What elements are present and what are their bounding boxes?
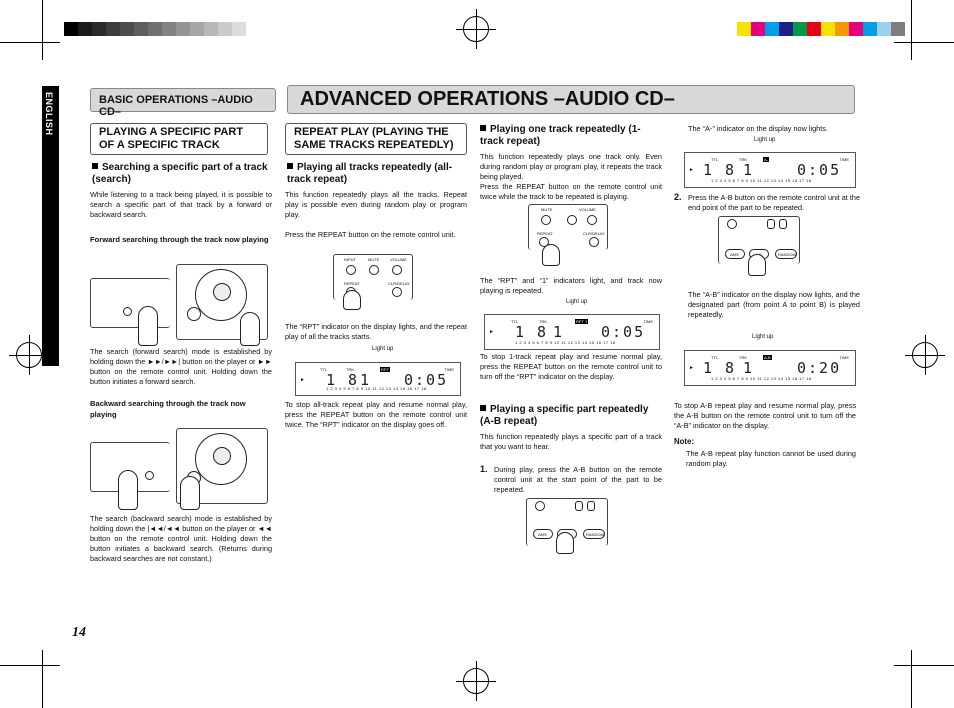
color-swatch [64,22,78,36]
lcd-label: TTL [320,367,328,372]
color-swatch [176,22,190,36]
body-text: To stop A-B repeat play and resume normal play, press the A-B button on the remote control unit to turn off the “A-B” indicator on the display. [674,401,856,430]
remote-label: MUTE [368,257,380,262]
breadcrumb: BASIC OPERATIONS –AUDIO CD– [90,88,276,112]
color-swatch [218,22,232,36]
remote-label: REPEAT [344,281,360,286]
lcd-time: 0:05 [601,323,646,341]
lcd-label: TRK [739,355,747,360]
body-text: The search (backward search) mode is established by holding down the |◄◄/◄◄ button on the player or ◄◄ button on the remote control unit. Holding down the button initiates a backward search. (Returns during backward searches are not constant.) [90,514,272,563]
color-swatch [148,22,162,36]
a-indicator: A- [764,157,768,162]
color-swatch [190,22,204,36]
light-up-label: Light up [372,346,394,352]
crop-mark [894,665,954,666]
button-icon [575,501,583,511]
color-swatch [162,22,176,36]
subsection-heading: Searching a specific part of a track (search) [92,162,268,185]
mute-button-icon [541,215,551,225]
lcd-digits: 1 8 [326,371,360,389]
color-swatch [765,22,779,36]
color-bar [737,22,905,36]
lcd-time: 0:20 [797,359,842,377]
lcd-label: TTL [511,319,519,324]
color-swatch [821,22,835,36]
a-b-indicator: A-B [764,355,771,360]
color-swatch [863,22,877,36]
lcd-label: TIME [839,355,849,360]
sub-title: Forward searching through the track now playing [90,235,269,244]
registration-mark-icon [912,342,938,368]
color-swatch [751,22,765,36]
backward-icon [187,307,201,321]
lcd-time: 0:05 [797,161,842,179]
crop-mark [911,0,912,60]
remote-label: MUTE [541,207,553,212]
color-swatch [120,22,134,36]
body-text: Press the REPEAT button on the remote control unit twice while the track to be repeated is playing. [480,182,662,201]
play-indicator-icon: ► [300,377,305,383]
lcd-label: TTL [711,355,719,360]
color-swatch [78,22,92,36]
ams-button-icon: AMS [533,529,553,539]
lcd-track-list: 1 2 3 4 5 6 7 8 9 10 11 12 13 14 15 16 17 18 [326,386,427,391]
input-button-icon [346,265,356,275]
play-indicator-icon: ► [689,365,694,371]
play-icon [213,447,231,465]
finger-icon [556,532,574,554]
lcd-label: TIME [839,157,849,162]
subsection-heading: Playing a specific part repeatedly (A-B repeat) [480,404,649,427]
remote-label: REPEAT [537,231,553,236]
mute-button-icon [369,265,379,275]
section-heading: PLAYING A SPECIFIC PART OF A SPECIFIC TRACK [90,123,268,155]
lcd-display [484,314,660,350]
body-text: Press the A-B button on the remote control unit at the end point of the part to be repeated. [688,193,860,212]
button-icon [779,219,787,229]
clr-delay-button-icon [589,237,599,247]
step-number: 1. [480,464,488,474]
finger-icon [118,470,138,510]
button-icon [727,219,737,229]
button-icon [535,501,545,511]
light-up-label: Light up [752,334,774,340]
color-swatch [891,22,905,36]
finger-icon [748,254,766,276]
crop-mark [42,0,43,60]
play-icon [213,283,231,301]
button-icon [145,471,154,480]
lcd-track-number: 1 [743,359,755,377]
lcd-digits: 1 8 [703,161,737,179]
color-swatch [246,22,260,36]
color-swatch [807,22,821,36]
rpt-indicator: RPT [381,367,389,372]
volume-button-icon [587,215,597,225]
lcd-label: TIME [444,367,454,372]
button-icon [123,307,132,316]
random-button-icon: RANDOM [775,249,797,259]
section-heading: REPEAT PLAY (PLAYING THE SAME TRACKS REPEATEDLY) [285,123,467,155]
subsection-heading: Playing one track repeatedly (1-track repeat) [480,124,641,147]
crop-mark [894,42,954,43]
ams-button-icon: AMS [725,249,745,259]
button-icon [587,501,595,511]
color-swatch [106,22,120,36]
body-text: Press the REPEAT button on the remote control unit. [285,230,456,239]
color-swatch [737,22,751,36]
color-swatch [849,22,863,36]
gray-scale-bar [64,22,260,36]
remote-label: VOLUME [390,257,407,262]
body-text: To stop all-track repeat play and resume normal play, press the REPEAT button on the remote control unit twice. The “RPT” indicator on the display goes off. [285,400,467,429]
body-text: The “RPT” indicator on the display lights, and the repeat play of all the tracks starts. [285,322,467,341]
color-swatch [232,22,246,36]
sub-title: Backward searching through the track now playing [90,399,246,419]
lcd-display [684,350,856,386]
rpt-1-indicator: RPT 1 [576,319,588,324]
finger-icon [138,306,158,346]
color-swatch [835,22,849,36]
crop-mark [42,650,43,708]
note-text: The A-B repeat play function cannot be used during random play. [686,449,856,468]
registration-mark-icon [463,16,489,42]
remote-label: CLR/DELAY [583,231,605,236]
lcd-display [684,152,856,188]
lcd-time: 0:05 [404,371,449,389]
button-icon [567,215,577,225]
registration-mark-icon [16,342,42,368]
body-text: The “A-B” indicator on the display now lights, and the designated part (from point A to point B) is played repeatedly. [688,290,860,319]
body-text: The search (forward search) mode is established by holding down the ►►/►►| button on the player or ►► button on the remote control unit. Holding down the button initiates a forward search. [90,347,272,386]
button-icon [767,219,775,229]
crop-mark [0,665,60,666]
play-indicator-icon: ► [489,329,494,335]
finger-icon [240,312,260,346]
color-swatch [793,22,807,36]
lcd-label: TIME [643,319,653,324]
lcd-track-number: 1 [743,161,755,179]
lcd-label: TRK [346,367,354,372]
lcd-digits: 1 8 [515,323,549,341]
subsection-heading: Playing all tracks repeatedly (all-track repeat) [287,162,453,185]
remote-control [528,204,608,250]
lcd-track-list: 1 2 3 4 5 6 7 8 9 10 11 12 13 14 15 16 17 18 [711,376,812,381]
light-up-label: Light up [566,299,588,305]
page-title: ADVANCED OPERATIONS –AUDIO CD– [287,85,855,114]
color-swatch [134,22,148,36]
lcd-track-number: 1 [360,371,372,389]
remote-label: VOLUME [579,207,596,212]
page-number: 14 [72,625,86,640]
lcd-label: TRK [739,157,747,162]
body-text: This function repeatedly plays a specific part of a track that you want to hear. [480,432,662,451]
player-panel [90,278,170,328]
remote-label: INPUT [344,257,356,262]
body-text: During play, press the A-B button on the remote control unit at the start point of the part to be repeated. [494,465,662,494]
color-swatch [92,22,106,36]
body-text: The “RPT” and “1” indicators light, and track now playing is repeated. [480,276,662,295]
lcd-digits: 1 8 [703,359,737,377]
finger-icon [343,290,361,310]
lcd-track-number: 1 [553,323,565,341]
volume-button-icon [392,265,402,275]
body-text: While listening to a track being played, it is possible to search a specific part of that track by a forward or backward search. [90,190,272,219]
lcd-track-list: 1 2 3 4 5 6 7 8 9 10 11 12 13 14 15 16 17 18 [515,340,616,345]
finger-icon [180,476,200,510]
note-title: Note: [674,437,694,446]
play-indicator-icon: ► [689,167,694,173]
lcd-label: TTL [711,157,719,162]
body-text: The “A-” indicator on the display now lights. [688,124,828,133]
body-text: This function repeatedly plays all the tracks. Repeat play is possible even during random play or program play. [285,190,467,219]
registration-mark-icon [463,668,489,694]
color-swatch [204,22,218,36]
body-text: This function repeatedly plays one track only. Even during random play or program play, it repeats the track being played. [480,152,662,181]
crop-mark [0,42,60,43]
crop-mark [911,650,912,708]
remote-label: CLR/DELAY [388,281,410,286]
body-text: To stop 1-track repeat play and resume normal play, press the REPEAT button on the remote control unit to turn off the “RPT” indicator on the display. [480,352,662,381]
lcd-display [295,362,461,396]
light-up-label: Light up [754,137,776,143]
color-swatch [877,22,891,36]
step-number: 2. [674,192,682,202]
language-tab: ENGLISH [42,86,59,366]
finger-icon [542,244,560,266]
lcd-track-list: 1 2 3 4 5 6 7 8 9 10 11 12 13 14 15 16 17 18 [711,178,812,183]
color-swatch [779,22,793,36]
random-button-icon: RANDOM [583,529,605,539]
lcd-label: TRK [539,319,547,324]
clr-delay-button-icon [392,287,402,297]
